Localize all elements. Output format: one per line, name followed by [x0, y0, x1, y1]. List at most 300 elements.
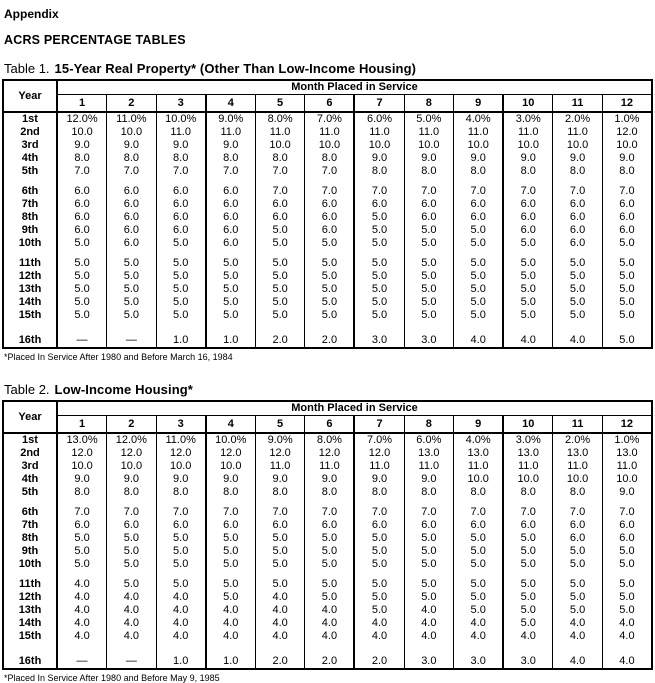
spacer-cell	[305, 178, 355, 185]
table-cell: 5.0	[156, 545, 206, 558]
table-cell: 3.0	[503, 655, 553, 669]
table-cell: 6.0	[57, 211, 107, 224]
table-cell: 8.0	[454, 165, 504, 178]
month-col-header: 5	[255, 416, 305, 434]
table1-name: 15-Year Real Property* (Other Than Low-Income Housing)	[54, 61, 417, 76]
table-cell: 11.0	[454, 460, 504, 473]
table-cell: 11.0	[503, 126, 553, 139]
spacer-cell	[553, 250, 603, 257]
table-cell: 8.0	[503, 165, 553, 178]
table-cell: 5.0	[354, 211, 404, 224]
table-cell: 5.0	[206, 558, 256, 571]
table-cell: —	[57, 655, 107, 669]
table-cell: 5.0	[503, 532, 553, 545]
table-cell: 4.0	[354, 617, 404, 630]
spacer-cell	[404, 643, 454, 655]
year-cell: 9th	[3, 545, 57, 558]
table-row	[3, 257, 652, 270]
table-cell: 12.0%	[107, 433, 157, 447]
spacer-cell	[503, 499, 553, 506]
table-cell: 9.0	[57, 473, 107, 486]
table-cell: 9.0	[156, 473, 206, 486]
table-cell: 5.0	[57, 545, 107, 558]
table-row	[3, 296, 652, 309]
table-cell: 5.0	[553, 591, 603, 604]
table-cell: 10.0	[404, 139, 454, 152]
table-cell: 11.0	[553, 126, 603, 139]
spacer-cell	[3, 571, 57, 578]
year-cell: 16th	[3, 655, 57, 669]
table-cell: 6.0	[602, 224, 652, 237]
year-cell: 5th	[3, 486, 57, 499]
spacer-cell	[602, 499, 652, 506]
table-cell: 11.0	[454, 126, 504, 139]
table-cell: 7.0	[305, 506, 355, 519]
table-cell: 5.0	[255, 296, 305, 309]
table-cell: 6.0	[354, 198, 404, 211]
year-cell: 2nd	[3, 447, 57, 460]
year-cell: 5th	[3, 165, 57, 178]
table-cell: 6.0	[454, 519, 504, 532]
spacer-cell	[354, 178, 404, 185]
table-cell: 10.0	[503, 473, 553, 486]
table-cell: 9.0	[404, 473, 454, 486]
table-cell: 5.0	[602, 578, 652, 591]
table-cell: 4.0	[553, 655, 603, 669]
table-cell: 6.0	[503, 211, 553, 224]
table-cell: 5.0	[206, 296, 256, 309]
table-cell: 10.0%	[206, 433, 256, 447]
spacer-cell	[206, 499, 256, 506]
year-cell: 1st	[3, 433, 57, 447]
table-cell: 5.0	[255, 270, 305, 283]
table-cell: 2.0%	[553, 112, 603, 126]
table-cell: 7.0	[107, 506, 157, 519]
table-cell: 13.0	[454, 447, 504, 460]
year-cell: 4th	[3, 152, 57, 165]
table-row	[3, 112, 652, 126]
spacer-cell	[454, 250, 504, 257]
table-cell: 4.0	[553, 334, 603, 348]
table-cell: 9.0	[57, 139, 107, 152]
table-cell: 5.0	[57, 309, 107, 322]
table-cell: 12.0	[107, 447, 157, 460]
table-cell: 11.0	[255, 126, 305, 139]
table-cell: 10.0	[602, 473, 652, 486]
table-cell: 5.0	[156, 257, 206, 270]
table-cell: 5.0	[354, 296, 404, 309]
table-cell: 5.0	[57, 270, 107, 283]
year-column-header: Year	[3, 80, 57, 112]
month-col-header: 2	[107, 416, 157, 434]
table-cell: 8.0	[553, 165, 603, 178]
table-cell: 8.0	[206, 486, 256, 499]
table-cell: 3.0	[404, 334, 454, 348]
table-cell: 5.0	[602, 309, 652, 322]
table-cell: 5.0	[255, 257, 305, 270]
table-cell: 7.0	[602, 506, 652, 519]
year-cell: 13th	[3, 283, 57, 296]
month-numbers-row	[3, 95, 652, 113]
spacer-cell	[206, 250, 256, 257]
spacer-cell	[404, 571, 454, 578]
year-cell: 6th	[3, 185, 57, 198]
table-cell: 5.0	[305, 257, 355, 270]
table-cell: 5.0	[255, 309, 305, 322]
table-cell: 13.0%	[57, 433, 107, 447]
table-cell: 6.0	[206, 185, 256, 198]
table-cell: 10.0	[454, 139, 504, 152]
spacer-cell	[255, 643, 305, 655]
table-cell: 4.0	[57, 617, 107, 630]
table-cell: —	[57, 334, 107, 348]
spacer-row	[3, 322, 652, 334]
table-cell: 5.0	[156, 578, 206, 591]
year-cell: 9th	[3, 224, 57, 237]
table-cell: 5.0	[602, 283, 652, 296]
table-row	[3, 532, 652, 545]
spacer-row	[3, 499, 652, 506]
spacer-cell	[156, 643, 206, 655]
month-col-header: 12	[602, 95, 652, 113]
table-cell: 7.0	[454, 185, 504, 198]
table-cell: 2.0%	[553, 433, 603, 447]
table-cell: 8.0%	[255, 112, 305, 126]
table-cell: 6.0	[553, 224, 603, 237]
table-cell: 7.0	[57, 165, 107, 178]
table-cell: 6.0	[255, 211, 305, 224]
year-cell: 12th	[3, 591, 57, 604]
table-cell: 5.0	[503, 591, 553, 604]
table-cell: 6.0	[57, 185, 107, 198]
table-row	[3, 283, 652, 296]
table-cell: 3.0	[454, 655, 504, 669]
month-col-header: 11	[553, 416, 603, 434]
table-cell: 4.0	[553, 630, 603, 643]
table-cell: 13.0	[553, 447, 603, 460]
table-cell: 7.0	[156, 506, 206, 519]
table-cell: 6.0	[503, 519, 553, 532]
table-cell: 5.0	[107, 283, 157, 296]
month-col-header: 6	[305, 416, 355, 434]
spacer-row	[3, 250, 652, 257]
table-cell: 5.0	[503, 545, 553, 558]
spacer-cell	[602, 322, 652, 334]
table-cell: 9.0	[602, 486, 652, 499]
page-title: ACRS PERCENTAGE TABLES	[4, 33, 186, 47]
table-cell: 7.0	[107, 165, 157, 178]
spacer-cell	[404, 178, 454, 185]
table-cell: 7.0	[553, 185, 603, 198]
table-cell: 5.0	[602, 270, 652, 283]
table-body	[3, 112, 652, 348]
table-cell: 5.0	[255, 578, 305, 591]
table-cell: 4.0	[404, 617, 454, 630]
table-cell: 7.0%	[354, 433, 404, 447]
table-cell: 4.0	[305, 617, 355, 630]
table-cell: 5.0	[602, 558, 652, 571]
table-cell: 5.0	[503, 604, 553, 617]
table-cell: 12.0	[206, 447, 256, 460]
table-cell: 4.0	[602, 655, 652, 669]
year-cell: 15th	[3, 630, 57, 643]
table-row	[3, 334, 652, 348]
table-cell: 8.0	[454, 486, 504, 499]
table-cell: 8.0	[255, 152, 305, 165]
table-cell: 9.0	[503, 152, 553, 165]
table-cell: 10.0	[553, 139, 603, 152]
year-cell: 2nd	[3, 126, 57, 139]
table-cell: 9.0	[305, 473, 355, 486]
table-cell: 6.0	[602, 519, 652, 532]
table-cell: 5.0	[57, 532, 107, 545]
table-cell: —	[107, 334, 157, 348]
table-cell: 8.0	[57, 486, 107, 499]
table-cell: 5.0	[107, 558, 157, 571]
spacer-cell	[255, 250, 305, 257]
table1-label: Table 1.	[4, 61, 50, 76]
month-col-header: 6	[305, 95, 355, 113]
table-cell: 8.0	[602, 165, 652, 178]
table-cell: 9.0	[107, 473, 157, 486]
table-cell: 3.0	[404, 655, 454, 669]
table-cell: 7.0	[454, 506, 504, 519]
table-cell: 6.0	[107, 211, 157, 224]
table-cell: 5.0	[305, 545, 355, 558]
month-col-header: 9	[454, 416, 504, 434]
table-cell: 5.0	[354, 257, 404, 270]
table-cell: 5.0	[454, 283, 504, 296]
table-cell: 5.0	[107, 532, 157, 545]
table-cell: 4.0	[404, 604, 454, 617]
table-cell: 4.0	[255, 617, 305, 630]
table-cell: 9.0%	[206, 112, 256, 126]
year-cell: 14th	[3, 296, 57, 309]
acrs-table-low-income-housing	[2, 400, 653, 670]
table-cell: 7.0	[206, 165, 256, 178]
table-cell: 5.0	[354, 558, 404, 571]
spacer-cell	[156, 322, 206, 334]
month-col-header: 3	[156, 416, 206, 434]
table-cell: 6.0	[107, 237, 157, 250]
table-cell: 7.0	[602, 185, 652, 198]
table-cell: 6.0	[305, 211, 355, 224]
table-cell: 4.0	[57, 604, 107, 617]
spacer-cell	[553, 571, 603, 578]
spacer-cell	[404, 499, 454, 506]
table-cell: 6.0	[305, 198, 355, 211]
table-cell: 6.0	[602, 198, 652, 211]
table-cell: 10.0	[305, 139, 355, 152]
table-cell: 4.0	[255, 630, 305, 643]
table-cell: 5.0	[107, 270, 157, 283]
table-body	[3, 433, 652, 669]
table-cell: 2.0	[354, 655, 404, 669]
table-cell: 6.0	[57, 519, 107, 532]
table-cell: 6.0	[454, 211, 504, 224]
table-cell: 6.0%	[354, 112, 404, 126]
table-cell: 10.0	[255, 139, 305, 152]
table-cell: 6.0	[454, 198, 504, 211]
table-cell: 8.0%	[305, 433, 355, 447]
table-row	[3, 460, 652, 473]
table-cell: 13.0	[602, 447, 652, 460]
table-cell: 5.0	[305, 591, 355, 604]
spacer-cell	[107, 643, 157, 655]
spacer-cell	[454, 178, 504, 185]
table-cell: 4.0	[57, 630, 107, 643]
table-cell: 8.0	[107, 152, 157, 165]
table-cell: 4.0	[107, 630, 157, 643]
table-cell: 9.0	[553, 152, 603, 165]
spacer-cell	[404, 322, 454, 334]
table-cell: 5.0	[602, 545, 652, 558]
month-col-header: 10	[503, 95, 553, 113]
table-cell: 5.0	[57, 237, 107, 250]
table-cell: 6.0	[206, 237, 256, 250]
table-cell: 5.0	[206, 591, 256, 604]
table-cell: 11.0	[404, 126, 454, 139]
month-col-header: 8	[404, 95, 454, 113]
table-cell: 5.0	[305, 270, 355, 283]
table2-footnote: *Placed In Service After 1980 and Before May 9, 1985	[4, 673, 220, 683]
table-cell: 5.0	[354, 309, 404, 322]
table-cell: 5.0	[553, 545, 603, 558]
table-cell: 7.0	[255, 185, 305, 198]
table-cell: 4.0	[206, 604, 256, 617]
table-cell: 8.0	[255, 486, 305, 499]
table-cell: 8.0	[107, 486, 157, 499]
table-cell: 5.0	[404, 224, 454, 237]
table-cell: 5.0	[404, 591, 454, 604]
table-cell: 6.0	[107, 185, 157, 198]
month-col-header: 2	[107, 95, 157, 113]
table-cell: 12.0	[354, 447, 404, 460]
table-cell: 5.0	[354, 283, 404, 296]
spacer-cell	[156, 571, 206, 578]
table-cell: 5.0	[206, 270, 256, 283]
table-cell: 5.0	[305, 237, 355, 250]
spacer-cell	[3, 643, 57, 655]
spacer-cell	[206, 643, 256, 655]
table-cell: 5.0	[602, 604, 652, 617]
table-cell: 6.0	[57, 198, 107, 211]
month-numbers-row	[3, 416, 652, 434]
table-cell: 5.0	[404, 558, 454, 571]
table-cell: 5.0	[454, 545, 504, 558]
table-cell: 5.0	[602, 296, 652, 309]
table-cell: 1.0%	[602, 433, 652, 447]
table-cell: 4.0	[156, 604, 206, 617]
table-cell: 5.0	[305, 296, 355, 309]
table-cell: 8.0	[553, 486, 603, 499]
table-cell: 5.0	[404, 309, 454, 322]
spacer-cell	[602, 178, 652, 185]
table-cell: 6.0	[156, 198, 206, 211]
table-cell: 4.0	[107, 591, 157, 604]
table-cell: 11.0	[602, 460, 652, 473]
spacer-cell	[57, 250, 107, 257]
table2-name: Low-Income Housing*	[54, 382, 193, 397]
table-cell: 5.0	[57, 283, 107, 296]
table-cell: 5.0	[553, 270, 603, 283]
table-row	[3, 165, 652, 178]
table-cell: 5.0	[206, 578, 256, 591]
table-cell: 9.0	[354, 473, 404, 486]
spacer-cell	[156, 178, 206, 185]
table-cell: 5.0	[454, 558, 504, 571]
table-cell: 5.0	[354, 270, 404, 283]
table-cell: 7.0	[503, 185, 553, 198]
table-cell: 5.0	[553, 578, 603, 591]
month-placed-in-service-header: Month Placed in Service	[57, 401, 652, 416]
table-cell: 5.0	[255, 558, 305, 571]
table-cell: 5.0	[553, 604, 603, 617]
table-cell: 5.0	[354, 545, 404, 558]
table-cell: 11.0	[354, 460, 404, 473]
table-cell: 13.0	[503, 447, 553, 460]
table-cell: 10.0	[57, 460, 107, 473]
table-cell: 5.0	[553, 309, 603, 322]
table-cell: 11.0	[255, 460, 305, 473]
table-cell: 5.0	[503, 617, 553, 630]
table-cell: 10.0	[503, 139, 553, 152]
spacer-cell	[354, 571, 404, 578]
table-cell: 4.0	[503, 630, 553, 643]
spacer-cell	[305, 250, 355, 257]
table-cell: 5.0	[57, 257, 107, 270]
table-row	[3, 139, 652, 152]
table-cell: 6.0	[156, 224, 206, 237]
table-cell: 4.0%	[454, 112, 504, 126]
spacer-cell	[3, 499, 57, 506]
table-cell: 7.0	[305, 185, 355, 198]
spacer-cell	[305, 571, 355, 578]
table-cell: 8.0	[57, 152, 107, 165]
table-cell: 4.0	[454, 617, 504, 630]
table-cell: 10.0	[602, 139, 652, 152]
table-cell: 4.0	[255, 591, 305, 604]
table-cell: 2.0	[305, 334, 355, 348]
spacer-cell	[107, 178, 157, 185]
table-cell: 5.0	[107, 545, 157, 558]
table-cell: 5.0	[454, 257, 504, 270]
table-cell: 5.0	[255, 237, 305, 250]
month-placed-in-service-header: Month Placed in Service	[57, 80, 652, 95]
spacer-cell	[305, 499, 355, 506]
acrs-table-15-year-real-property	[2, 79, 653, 349]
spacer-cell	[107, 499, 157, 506]
year-cell: 8th	[3, 211, 57, 224]
month-col-header: 7	[354, 95, 404, 113]
spacer-cell	[206, 322, 256, 334]
table-cell: 10.0	[454, 473, 504, 486]
table-cell: 5.0	[404, 532, 454, 545]
table-cell: 1.0	[156, 655, 206, 669]
spacer-cell	[156, 250, 206, 257]
table-cell: 11.0	[354, 126, 404, 139]
table-cell: —	[107, 655, 157, 669]
table-cell: 4.0	[57, 591, 107, 604]
table-cell: 5.0	[454, 532, 504, 545]
table-cell: 7.0%	[305, 112, 355, 126]
table-cell: 8.0	[404, 486, 454, 499]
month-col-header: 4	[206, 95, 256, 113]
spacer-cell	[107, 571, 157, 578]
table-cell: 5.0	[156, 270, 206, 283]
table-cell: 5.0	[404, 578, 454, 591]
table-cell: 11.0	[503, 460, 553, 473]
